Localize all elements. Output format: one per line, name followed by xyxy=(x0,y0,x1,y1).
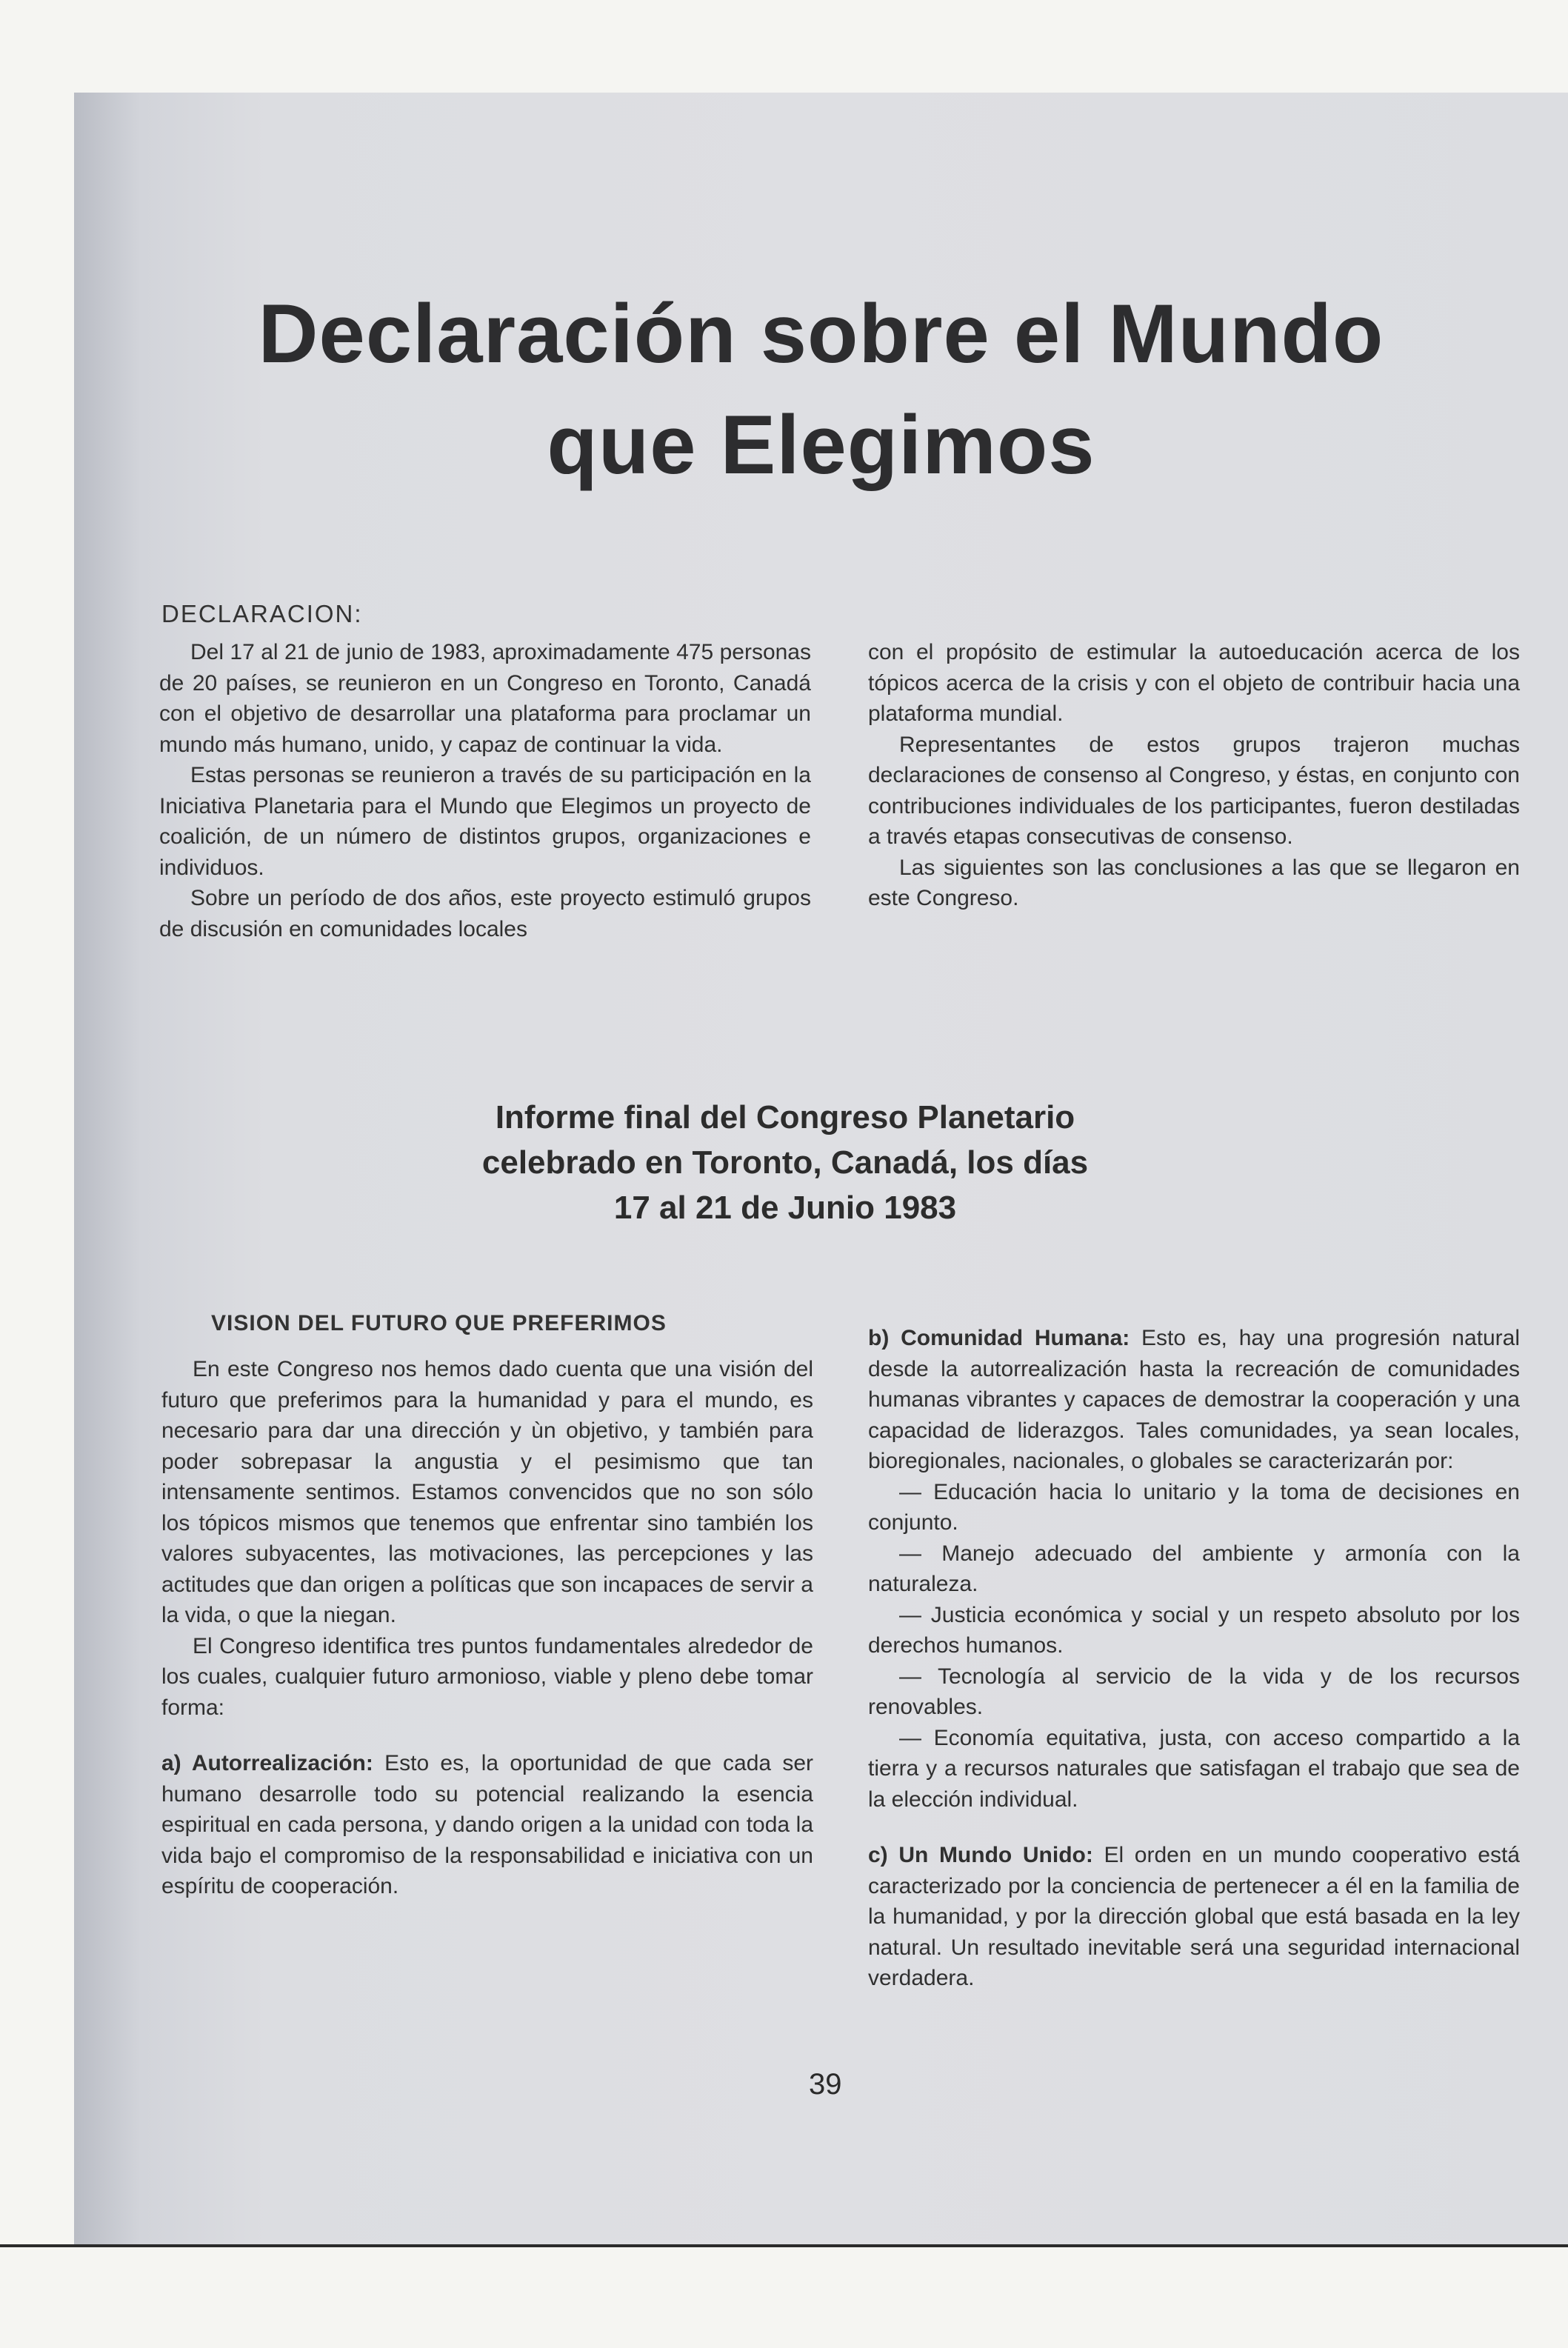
declaracion-label: DECLARACION: xyxy=(161,600,363,627)
list-item: — Educación hacia lo unitario y la toma de decisiones en conjunto. xyxy=(868,1479,1520,1535)
list-item: — Economía equitativa, justa, con acceso compartido a la tierra y a recursos naturales que satisfagan el trabajo que sea de la elección individual. xyxy=(868,1725,1520,1812)
declaracion-column-right xyxy=(868,637,1520,914)
paragraph: Sobre un período de dos años, este proyecto estimuló grupos de discusión en comunidades locales xyxy=(159,886,811,941)
point-c xyxy=(868,1840,1520,1994)
vision-column-right xyxy=(868,1323,1520,1994)
informe-subtitle xyxy=(252,1095,1318,1230)
point-a-text: Esto es, la oportunidad de que cada ser humano desarrolle todo su potencial realizando la esencia espiritual en cada persona, y dando origen a la unidad con toda la vida bajo el compromiso de la responsabilidad e iniciativa con un espíritu de cooperación. xyxy=(161,1751,814,1898)
paragraph: El Congreso identifica tres puntos fundamentales alrededor de los cuales, cualquier futuro armonioso, viable y pleno debe tomar forma: xyxy=(161,1633,813,1720)
paragraph: En este Congreso nos hemos dado cuenta que una visión del futuro que preferimos para la humanidad y para el mundo, es necesario para dar una dirección y ùn objetivo, y también para poder sobrepasar la angustia y el pesimismo que tan intensamente sentimos. Estamos convencidos que no son sólo los tópicos mismos que tenemos que enfrentar sino también los valores subyacentes, las motivaciones, las percepciones y las actitudes que dan origen a políticas que son incapaces de servir a la vida, o que la niegan. xyxy=(161,1357,813,1627)
declaracion-column-left xyxy=(159,637,811,944)
vision-column-left xyxy=(161,1354,813,1902)
point-c-label: c) Un Mundo Unido: xyxy=(868,1843,1093,1867)
paragraph: Estas personas se reunieron a través de su participación en la Iniciativa Planetaria para el Mundo que Elegimos un proyecto de coalición, de un número de distintos grupos, organizaciones e individuos. xyxy=(159,763,811,880)
page-bottom-rule xyxy=(0,2244,1568,2247)
paragraph: Las siguientes son las conclusiones a las que se llegaron en este Congreso. xyxy=(868,855,1520,910)
page-title-line-2: que Elegimos xyxy=(547,398,1095,491)
list-item: — Justicia económica y social y un respeto absoluto por los derechos humanos. xyxy=(868,1602,1520,1658)
point-a-label: a) Autorrealización: xyxy=(161,1751,373,1775)
page-title-line-1: Declaración sobre el Mundo xyxy=(258,287,1384,380)
list-item: — Manejo adecuado del ambiente y armonía con la naturaleza. xyxy=(868,1541,1520,1596)
informe-line-3: 17 al 21 de Junio 1983 xyxy=(613,1190,957,1226)
paragraph: Representantes de estos grupos trajeron muchas declaraciones de consenso al Congreso, y éstas, en conjunto con contribuciones individuales de los participantes, fueron destiladas a través etapas consecutivas de consenso. xyxy=(868,732,1520,849)
vision-heading: VISION DEL FUTURO QUE PREFERIMOS xyxy=(211,1311,667,1335)
point-b xyxy=(868,1323,1520,1477)
point-a xyxy=(161,1748,813,1902)
paragraph: Del 17 al 21 de junio de 1983, aproximadamente 475 personas de 20 países, se reunieron en un Congreso en Toronto, Canadá con el objetivo de desarrollar una plataforma para proclamar un mundo más humano, unido, y capaz de continuar la vida. xyxy=(159,640,811,757)
point-b-label: b) Comunidad Humana: xyxy=(868,1326,1130,1350)
list-item: — Tecnología al servicio de la vida y de los recursos renovables. xyxy=(868,1664,1520,1719)
point-c-text: El orden en un mundo cooperativo está caracterizado por la conciencia de pertenecer a él en la familia de la humanidad, y por la dirección global que está basada en la ley natural. Un resultado inevitable será una seguridad internacional verdadera. xyxy=(868,1843,1520,1990)
point-b-text: Esto es, hay una progresión natural desde la autorrealización hasta la recreación de comunidades humanas vibrantes y capaces de demostrar la cooperación y una capacidad de liderazgos. Tales comunidades, ya sean locales, bioregionales, nacionales, o globales se caracterizarán por: xyxy=(868,1326,1520,1473)
informe-line-1: Informe final del Congreso Planetario xyxy=(495,1099,1075,1135)
paragraph: con el propósito de estimular la autoeducación acerca de los tópicos acerca de la crisis y con el objeto de contribuir hacia una plataforma mundial. xyxy=(868,640,1520,726)
page-number: 39 xyxy=(809,2068,842,2101)
informe-line-2: celebrado en Toronto, Canadá, los días xyxy=(481,1144,1089,1181)
